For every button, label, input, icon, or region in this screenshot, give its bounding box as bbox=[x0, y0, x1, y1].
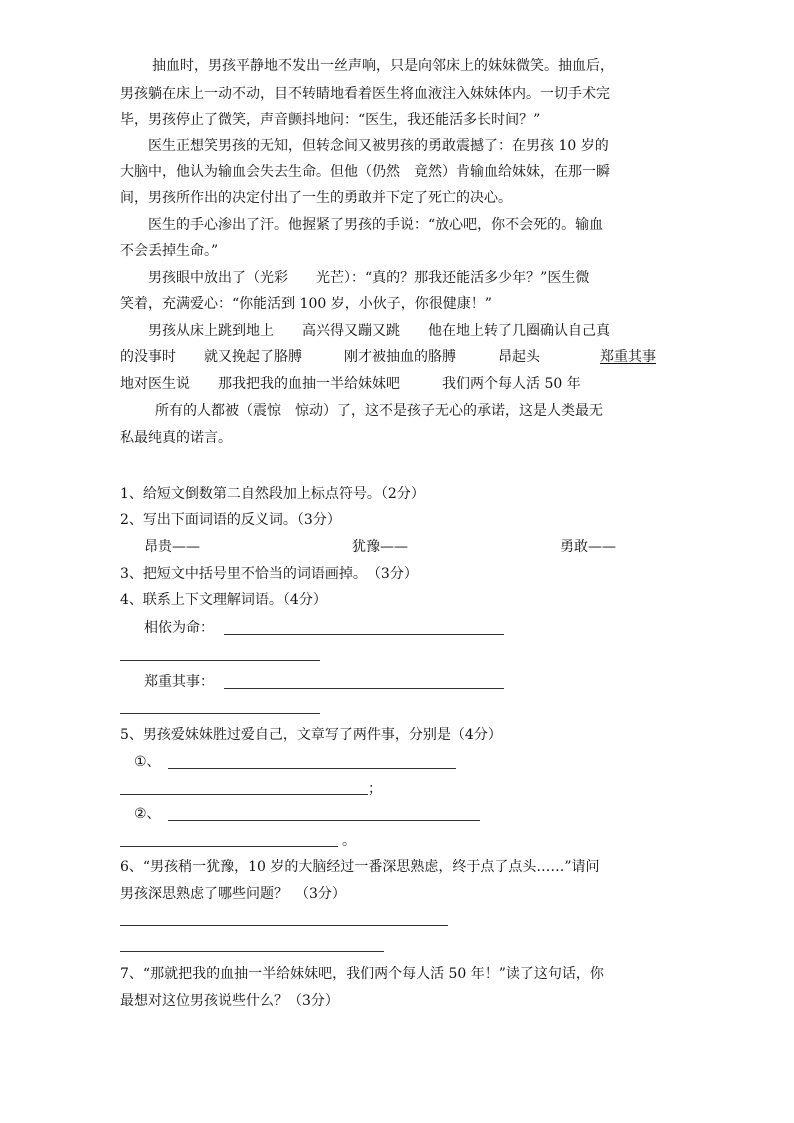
question-1: 1、给短文倒数第二自然段加上标点符号。（2分） bbox=[120, 486, 425, 502]
passage-line-10: 笑着，充满爱心：“你能活到 100 岁，小伙子，你很健康！” bbox=[120, 296, 492, 312]
passage-line-9: 男孩眼中放出了（光彩 光芒）：“真的？那我还能活多少年？”医生微 bbox=[148, 270, 590, 286]
q2-word-1: 昂贵—— bbox=[144, 539, 200, 555]
passage-line-6: 间，男孩所作出的决定付出了一生的勇敢并下定了死亡的决心。 bbox=[120, 190, 512, 206]
question-4: 4、联系上下文理解词语。（4分） bbox=[120, 592, 327, 608]
question-2: 2、写出下面词语的反义词。（3分） bbox=[120, 512, 341, 528]
q5-answer-line-2a[interactable] bbox=[168, 820, 480, 821]
question-7-line-1: 7、“那就把我的血抽一半给妹妹吧，我们两个每人活 50 年！”读了这句话，你 bbox=[120, 966, 604, 982]
q6-answer-line-1[interactable] bbox=[120, 925, 448, 926]
passage-line-4: 医生正想笑男孩的无知，但转念间又被男孩的勇敢震撼了：在男孩 10 岁的 bbox=[148, 138, 609, 154]
q6-answer-line-2[interactable] bbox=[120, 951, 384, 952]
q5-answer-line-1b[interactable] bbox=[120, 794, 368, 795]
passage-underlined-phrase: 郑重其事 bbox=[600, 349, 656, 365]
q4-answer-line-2a[interactable] bbox=[224, 688, 504, 689]
q4-term-2: 郑重其事： bbox=[144, 674, 214, 690]
q4-answer-line-1b[interactable] bbox=[120, 660, 320, 661]
question-5: 5、男孩爱妹妹胜过爱自己，文章写了两件事，分别是（4分） bbox=[120, 727, 502, 743]
q5-answer-line-1a[interactable] bbox=[168, 768, 456, 769]
q2-word-2: 犹豫—— bbox=[352, 539, 408, 555]
q4-term-1: 相依为命： bbox=[144, 620, 214, 636]
passage-line-15: 私最纯真的诺言。 bbox=[120, 430, 232, 446]
passage-line-14: 所有的人都被（震惊 惊动）了，这不是孩子无心的承诺，这是人类最无 bbox=[155, 403, 603, 419]
q5-item-1-label: ①、 bbox=[134, 754, 161, 770]
question-7-line-2: 最想对这位男孩说些什么？（3分） bbox=[120, 993, 339, 1009]
passage-line-7: 医生的手心渗出了汗。他握紧了男孩的手说：“放心吧，你不会死的。输血 bbox=[148, 217, 604, 233]
passage-line-8: 不会丢掉生命。” bbox=[120, 243, 219, 259]
passage-line-13: 地对医生说 那我把我的血抽一半给妹妹吧 我们两个每人活 50 年 bbox=[120, 376, 581, 392]
question-6-line-2: 男孩深思熟虑了哪些问题？ （3分） bbox=[120, 886, 346, 902]
q5-item-2-label: ②、 bbox=[134, 806, 161, 822]
q5-period: 。 bbox=[342, 833, 356, 849]
passage-line-12: 的没事时 就又挽起了胳膊 刚才被抽血的胳膊 昂起头 bbox=[120, 349, 554, 365]
q5-semicolon: ； bbox=[368, 781, 382, 797]
question-6-line-1: 6、“男孩稍一犹豫，10 岁的大脑经过一番深思熟虑，终于点了点头……”请问 bbox=[120, 859, 600, 875]
q5-answer-line-2b[interactable] bbox=[120, 846, 338, 847]
passage-line-11: 男孩从床上跳到地上 高兴得又蹦又跳 他在地上转了几圈确认自己真 bbox=[148, 323, 610, 339]
q4-answer-line-1a[interactable] bbox=[224, 634, 504, 635]
passage-line-2: 男孩躺在床上一动不动，目不转睛地看着医生将血液注入妹妹体内。一切手术完 bbox=[120, 86, 610, 102]
passage-line-5: 大脑中，他认为输血会失去生命。但他（仍然 竟然）肯输血给妹妹，在那一瞬 bbox=[120, 164, 610, 180]
q2-word-3: 勇敢—— bbox=[560, 539, 616, 555]
q4-answer-line-2b[interactable] bbox=[120, 713, 320, 714]
passage-line-1: 抽血时，男孩平静地不发出一丝声响，只是向邻床上的妹妹微笑。抽血后， bbox=[152, 58, 614, 74]
passage-line-3: 毕，男孩停止了微笑，声音颤抖地问：“医生，我还能活多长时间？” bbox=[120, 112, 541, 128]
question-3: 3、把短文中括号里不恰当的词语画掉。 （3分） bbox=[120, 566, 418, 582]
